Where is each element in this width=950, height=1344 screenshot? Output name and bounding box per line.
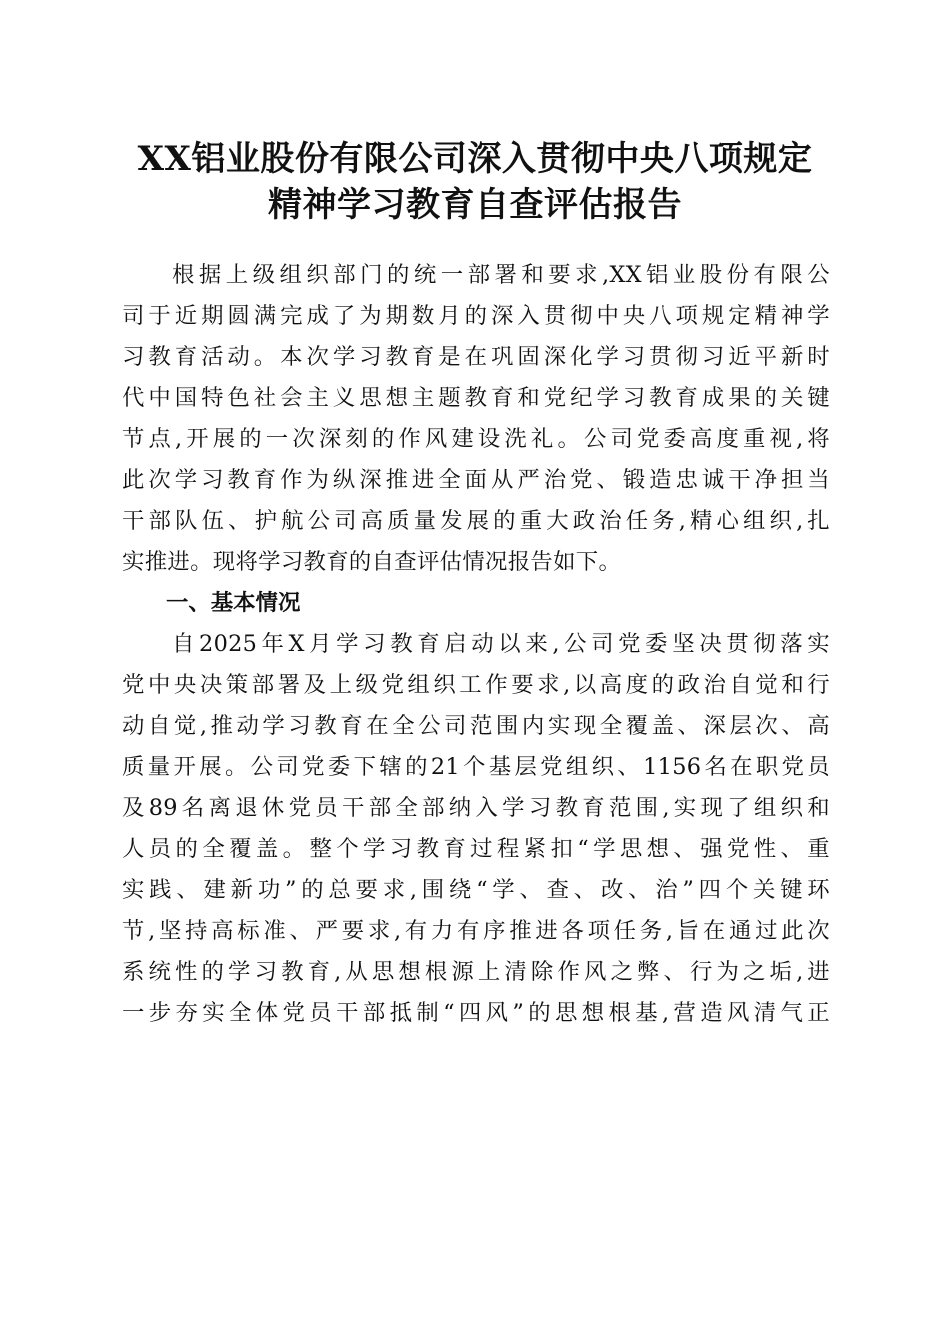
paragraph-line: 党中央决策部署及上级党组织工作要求,以高度的政治自觉和行 — [122, 672, 830, 698]
paragraph-line: 习教育活动。本次学习教育是在巩固深化学习贯彻习近平新时 — [122, 344, 830, 370]
title-line: 精神学习教育自查评估报告 — [268, 185, 682, 225]
paragraph-line: 根据上级组织部门的统一部署和要求,XX铝业股份有限公 — [172, 262, 830, 288]
paragraph-line: 司于近期圆满完成了为期数月的深入贯彻中央八项规定精神学 — [122, 303, 830, 329]
paragraph-line: 代中国特色社会主义思想主题教育和党纪学习教育成果的关键 — [122, 385, 830, 411]
paragraph-basic-situation — [122, 624, 830, 1034]
paragraph-line: 节,坚持高标准、严要求,有力有序推进各项任务,旨在通过此次 — [122, 918, 830, 944]
paragraph-intro — [122, 255, 830, 583]
title-line: XX铝业股份有限公司深入贯彻中央八项规定 — [137, 139, 813, 179]
document-body — [122, 255, 830, 1034]
paragraph-line: 人员的全覆盖。整个学习教育过程紧扣“学思想、强党性、重 — [122, 836, 830, 862]
paragraph-line: 动自觉,推动学习教育在全公司范围内实现全覆盖、深层次、高 — [122, 713, 830, 739]
paragraph-line: 实践、建新功”的总要求,围绕“学、查、改、治”四个关键环 — [122, 877, 830, 903]
section-heading: 一、基本情况 — [166, 590, 301, 616]
paragraph-line: 此次学习教育作为纵深推进全面从严治党、锻造忠诚干净担当 — [122, 467, 830, 493]
paragraph-line: 自2025年X月学习教育启动以来,公司党委坚决贯彻落实 — [172, 631, 830, 657]
paragraph-line: 实推进。现将学习教育的自查评估情况报告如下。 — [122, 549, 622, 575]
document-title — [100, 136, 850, 228]
paragraph-line: 系统性的学习教育,从思想根源上清除作风之弊、行为之垢,进 — [122, 959, 830, 985]
paragraph-line: 质量开展。公司党委下辖的21个基层党组织、1156名在职党员 — [122, 754, 830, 780]
paragraph-line: 干部队伍、护航公司高质量发展的重大政治任务,精心组织,扎 — [122, 508, 830, 534]
paragraph-line: 及89名离退休党员干部全部纳入学习教育范围,实现了组织和 — [122, 795, 830, 821]
paragraph-line: 一步夯实全体党员干部抵制“四风”的思想根基,营造风清气正 — [122, 1000, 830, 1026]
paragraph-line: 节点,开展的一次深刻的作风建设洗礼。公司党委高度重视,将 — [122, 426, 830, 452]
